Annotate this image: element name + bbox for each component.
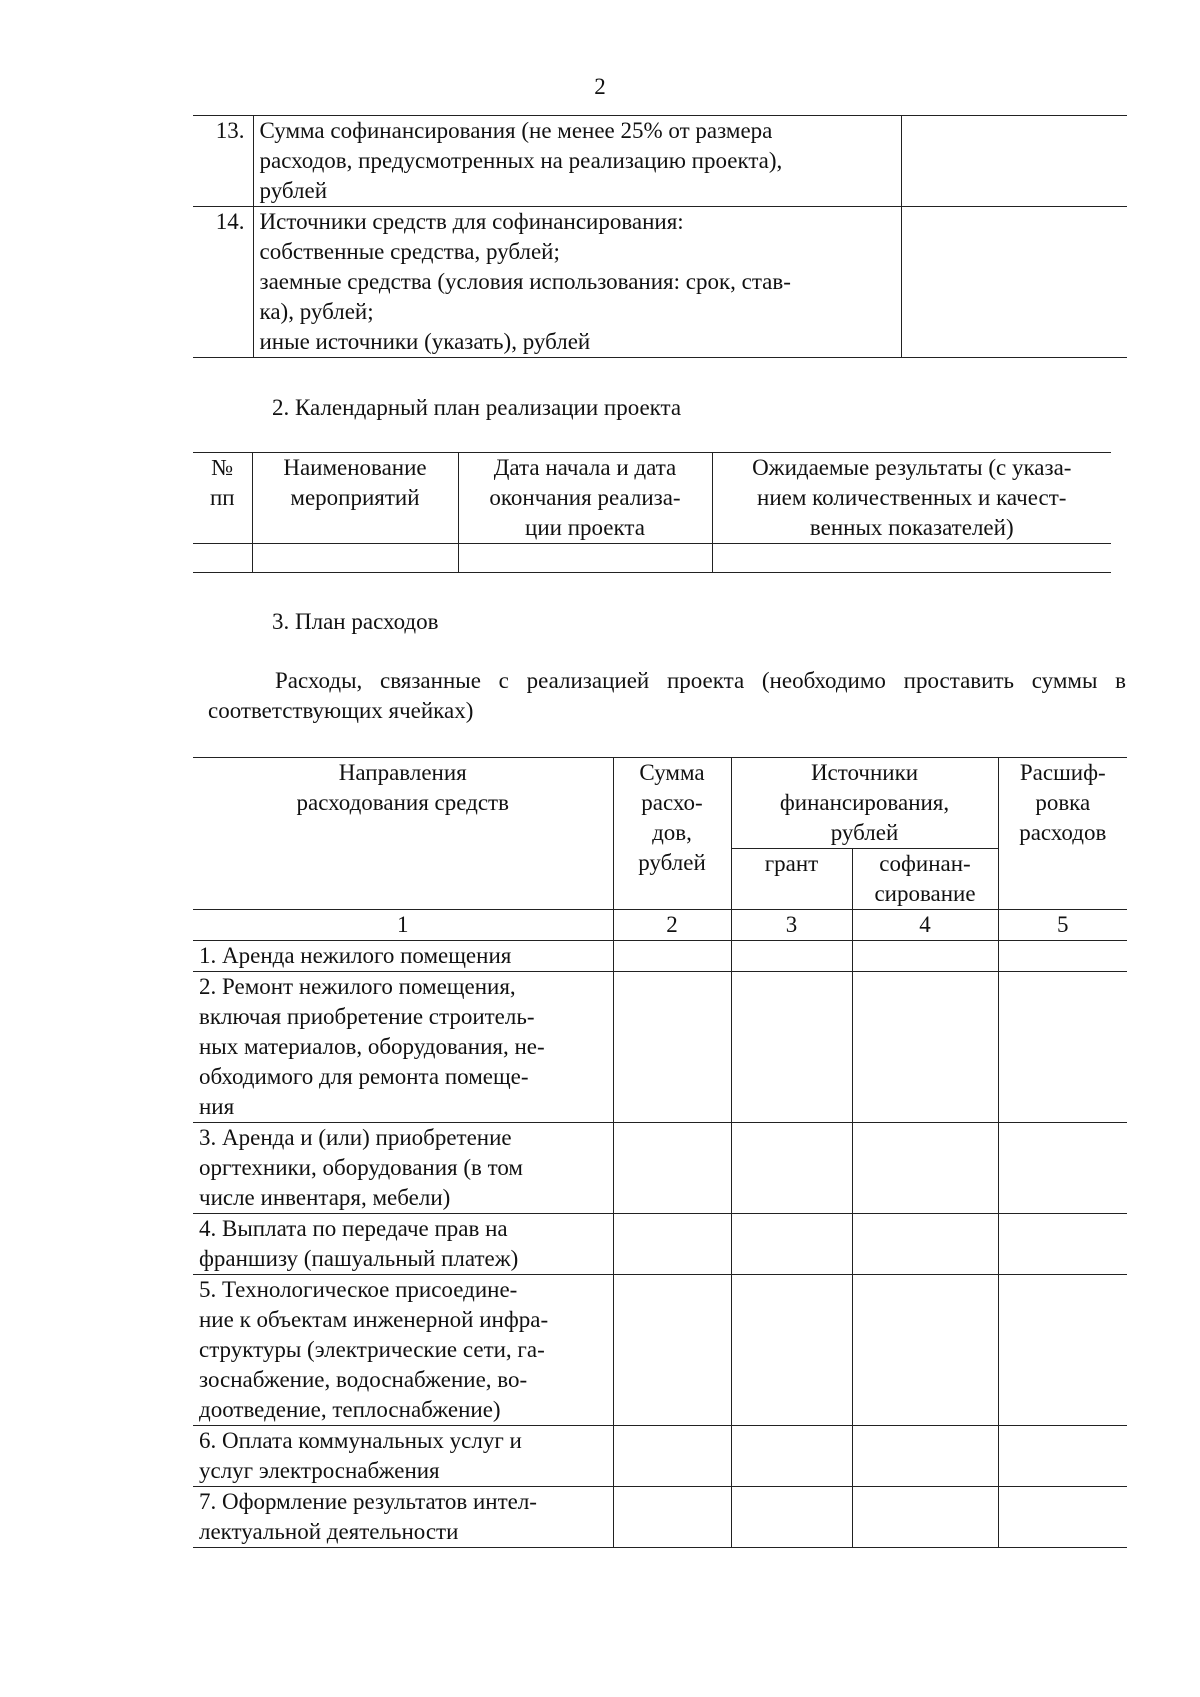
expense-direction bbox=[193, 1123, 613, 1214]
grant-cell[interactable] bbox=[731, 1487, 852, 1548]
header-cofinancing bbox=[852, 849, 998, 910]
text-line: ния bbox=[199, 1094, 235, 1119]
row-description bbox=[253, 116, 901, 207]
header-line: нием количественных и качест- bbox=[757, 485, 1067, 510]
table-row bbox=[193, 1275, 1127, 1426]
expense-direction bbox=[193, 1214, 613, 1275]
text-line: структуры (электрические сети, га- bbox=[199, 1337, 545, 1362]
row-value[interactable] bbox=[901, 207, 1127, 358]
column-number: 1 bbox=[193, 910, 613, 941]
table-row bbox=[193, 1214, 1127, 1275]
text-line: расходов, предусмотренных на реализацию проекта), bbox=[259, 148, 783, 173]
text-line: оргтехники, оборудования (в том bbox=[199, 1155, 523, 1180]
expense-direction bbox=[193, 1426, 613, 1487]
breakdown-cell[interactable] bbox=[998, 1275, 1127, 1426]
grant-cell[interactable] bbox=[731, 1426, 852, 1487]
cofinancing-cell[interactable] bbox=[852, 1487, 998, 1548]
grant-cell[interactable] bbox=[731, 1123, 852, 1214]
table-row bbox=[193, 1123, 1127, 1214]
sum-cell[interactable] bbox=[613, 1123, 731, 1214]
header-line: Расшиф- bbox=[1019, 760, 1106, 785]
text-line: доотведение, теплоснабжение) bbox=[199, 1397, 501, 1422]
empty-cell[interactable] bbox=[712, 544, 1111, 573]
header-line: рублей bbox=[638, 850, 706, 875]
expense-direction bbox=[193, 972, 613, 1123]
grant-cell[interactable] bbox=[731, 972, 852, 1123]
text-line: обходимого для ремонта помеще- bbox=[199, 1064, 529, 1089]
cofinancing-cell[interactable] bbox=[852, 941, 998, 972]
header-dates bbox=[458, 453, 712, 544]
text-line: лектуальной деятельности bbox=[199, 1519, 459, 1544]
text-line: услуг электроснабжения bbox=[199, 1458, 440, 1483]
sum-cell[interactable] bbox=[613, 972, 731, 1123]
expense-direction bbox=[193, 1487, 613, 1548]
header-row bbox=[193, 758, 1127, 849]
cofinancing-cell[interactable] bbox=[852, 1214, 998, 1275]
empty-cell[interactable] bbox=[252, 544, 458, 573]
text-line: ние к объектам инженерной инфра- bbox=[199, 1307, 549, 1332]
column-number: 2 bbox=[613, 910, 731, 941]
expense-direction bbox=[193, 941, 613, 972]
header-line: Дата начала и дата bbox=[493, 455, 677, 480]
text-line: Сумма софинансирования (не менее 25% от размера bbox=[259, 118, 773, 143]
text-line: ка), рублей; bbox=[259, 299, 374, 324]
breakdown-cell[interactable] bbox=[998, 1426, 1127, 1487]
header-direction bbox=[193, 758, 613, 910]
header-line: Ожидаемые результаты (с указа- bbox=[752, 455, 1072, 480]
cofinancing-cell[interactable] bbox=[852, 972, 998, 1123]
header-line: Источники bbox=[810, 760, 919, 785]
table-row bbox=[193, 544, 1111, 573]
grant-cell[interactable] bbox=[731, 1214, 852, 1275]
header-line: рублей bbox=[830, 820, 899, 845]
text-line: 4. Выплата по передаче прав на bbox=[199, 1216, 508, 1241]
sum-cell[interactable] bbox=[613, 1426, 731, 1487]
expense-direction bbox=[193, 1275, 613, 1426]
text-line: 5. Технологическое присоедине- bbox=[199, 1277, 518, 1302]
cofinancing-cell[interactable] bbox=[852, 1123, 998, 1214]
header-line: софинан- bbox=[879, 851, 971, 876]
text-line: 3. Аренда и (или) приобретение bbox=[199, 1125, 512, 1150]
sum-cell[interactable] bbox=[613, 941, 731, 972]
section-3-title: 3. План расходов bbox=[272, 609, 439, 634]
column-number-row bbox=[193, 910, 1127, 941]
text-line: иные источники (указать), рублей bbox=[259, 329, 591, 354]
header-sources bbox=[731, 758, 998, 849]
header-line: сирование bbox=[874, 881, 976, 906]
column-number: 3 bbox=[731, 910, 852, 941]
breakdown-cell[interactable] bbox=[998, 972, 1127, 1123]
section-2-title: 2. Календарный план реализации проекта bbox=[272, 395, 682, 420]
row-number: 13. bbox=[193, 116, 253, 207]
table-row bbox=[193, 972, 1127, 1123]
calendar-plan-table bbox=[193, 452, 1111, 573]
text-line: 7. Оформление результатов интел- bbox=[199, 1489, 537, 1514]
header-line: ции проекта bbox=[525, 515, 645, 540]
text-line: заемные средства (условия использования: срок, став- bbox=[259, 269, 791, 294]
header-line: № bbox=[211, 455, 234, 480]
table-row bbox=[193, 116, 1127, 207]
text-line: зоснабжение, водоснабжение, во- bbox=[199, 1367, 528, 1392]
header-line: дов, bbox=[652, 820, 692, 845]
grant-cell[interactable] bbox=[731, 941, 852, 972]
header-line: окончания реализа- bbox=[489, 485, 681, 510]
header-line: Наименование bbox=[283, 455, 427, 480]
header-line: Направления bbox=[338, 760, 467, 785]
header-line: Сумма bbox=[639, 760, 705, 785]
text-line: 6. Оплата коммунальных услуг и bbox=[199, 1428, 522, 1453]
sum-cell[interactable] bbox=[613, 1214, 731, 1275]
header-line: расходов bbox=[1019, 820, 1107, 845]
header-row bbox=[193, 453, 1111, 544]
text-line: собственные средства, рублей; bbox=[259, 239, 560, 264]
table-row bbox=[193, 1487, 1127, 1548]
grant-cell[interactable] bbox=[731, 1275, 852, 1426]
expense-plan-table bbox=[193, 757, 1127, 1548]
header-number bbox=[193, 453, 252, 544]
text-line: Источники средств для софинансирования: bbox=[259, 209, 684, 234]
header-expected-results bbox=[712, 453, 1111, 544]
row-description bbox=[253, 207, 901, 358]
text-line: числе инвентаря, мебели) bbox=[199, 1185, 451, 1210]
row-number: 14. bbox=[193, 207, 253, 358]
cofinancing-cell[interactable] bbox=[852, 1275, 998, 1426]
text-line: ных материалов, оборудования, не- bbox=[199, 1034, 545, 1059]
text-line: рублей bbox=[259, 178, 328, 203]
header-line: расходования средств bbox=[296, 790, 509, 815]
cofinancing-cell[interactable] bbox=[852, 1426, 998, 1487]
header-line: финансирования, bbox=[779, 790, 950, 815]
text-line: франшизу (пашуальный платеж) bbox=[199, 1246, 519, 1271]
empty-cell[interactable] bbox=[193, 544, 252, 573]
header-line: мероприятий bbox=[290, 485, 420, 510]
table-row bbox=[193, 207, 1127, 358]
header-line: венных показателей) bbox=[809, 515, 1014, 540]
column-number: 4 bbox=[852, 910, 998, 941]
page-number: 2 bbox=[594, 74, 606, 99]
empty-cell[interactable] bbox=[458, 544, 712, 573]
header-event-name bbox=[252, 453, 458, 544]
expenses-paragraph: Расходы, связанные с реализацией проекта (необходимо проставить суммы в соответствующих ячейках) bbox=[208, 668, 1126, 723]
cofinancing-table bbox=[193, 115, 1127, 358]
header-grant: грант bbox=[731, 849, 852, 910]
breakdown-cell[interactable] bbox=[998, 1123, 1127, 1214]
header-line: ровка bbox=[1035, 790, 1091, 815]
text-line: 2. Ремонт нежилого помещения, bbox=[199, 974, 516, 999]
text-line: включая приобретение строитель- bbox=[199, 1004, 535, 1029]
breakdown-cell[interactable] bbox=[998, 1214, 1127, 1275]
column-number: 5 bbox=[998, 910, 1127, 941]
breakdown-cell[interactable] bbox=[998, 1487, 1127, 1548]
header-line: расхо- bbox=[641, 790, 703, 815]
text-line: 1. Аренда нежилого помещения bbox=[199, 943, 512, 968]
header-breakdown bbox=[998, 758, 1127, 910]
sum-cell[interactable] bbox=[613, 1275, 731, 1426]
breakdown-cell[interactable] bbox=[998, 941, 1127, 972]
table-row bbox=[193, 941, 1127, 972]
row-value[interactable] bbox=[901, 116, 1127, 207]
header-sum bbox=[613, 758, 731, 910]
table-row bbox=[193, 1426, 1127, 1487]
sum-cell[interactable] bbox=[613, 1487, 731, 1548]
header-line: пп bbox=[209, 485, 235, 510]
